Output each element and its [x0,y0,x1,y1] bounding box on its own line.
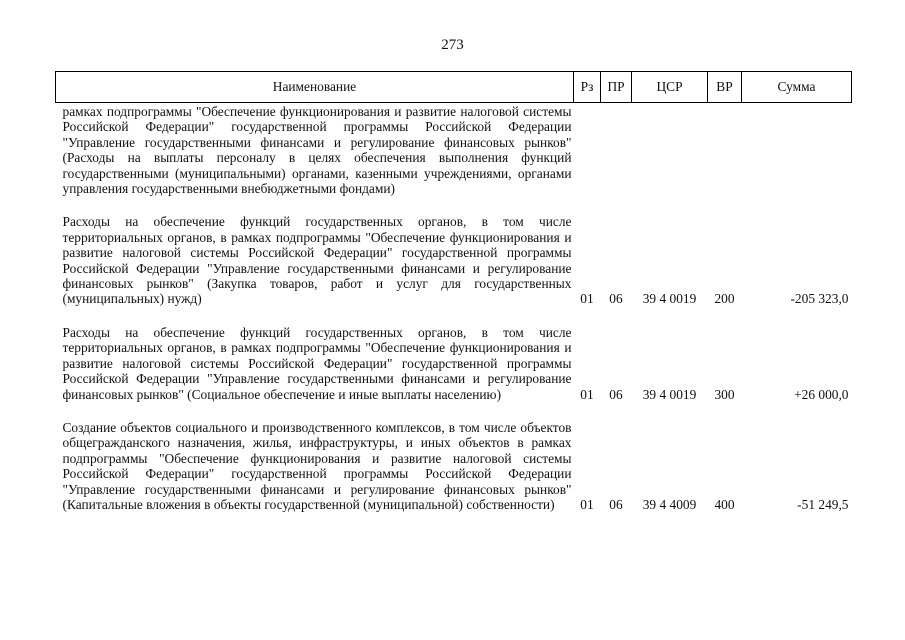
header-csr: ЦСР [632,72,708,103]
row-csr [632,103,708,197]
row-name: Создание объектов социального и производственного комплексов, в том числе объектов общегражданского назначения, жилья, инфраструктуры, и иных объектов в рамках подпрограммы "Обеспечение функционирования и развитие налоговой системы Российской Федерации" государственной программы Российской Федерации "Управление государственными финансами и регулирование финансовых рынков" (Капитальные вложения в объекты государственной (муниципальной) собственности) [62,419,572,512]
row-rz: 01 [580,496,594,512]
row-sum: -51 249,5 [797,496,849,512]
table-row [56,196,852,306]
row-sum: +26 000,0 [794,386,849,402]
header-sum: Сумма [742,72,852,103]
row-rz: 01 [580,291,594,307]
row-vr [708,103,742,197]
row-sum: -205 323,0 [790,291,849,307]
row-sum [742,103,852,197]
row-csr: 39 4 0019 [642,291,697,307]
header-rz: Рз [574,72,601,103]
budget-table [55,71,852,512]
row-pr: 06 [609,386,623,402]
row-name: Расходы на обеспечение функций государственных органов, в том числе территориальных органов, в рамках подпрограммы "Обеспечение функционирования и развитие налоговой системы Российской Федерации" государственной программы Российской Федерации "Управление государственными финансами и регулирование финансовых рынков" (Закупка товаров, работ и услуг для государственных (муниципальных) нужд) [62,214,572,307]
row-vr: 400 [714,496,735,512]
page-number: 273 [441,37,464,53]
row-pr: 06 [609,496,623,512]
row-csr: 39 4 4009 [642,496,697,512]
row-name: Расходы на обеспечение функций государственных органов, в том числе территориальных органов, в рамках подпрограммы "Обеспечение функционирования и развитие налоговой системы Российской Федерации" государственной программы Российской Федерации "Управление государственными финансами и регулирование финансовых рынков" (Социальное обеспечение и иные выплаты населению) [62,324,572,402]
header-name: Наименование [56,72,574,103]
table-header [56,72,852,103]
row-vr: 300 [714,386,735,402]
row-rz [574,103,601,197]
table-row [56,307,852,402]
row-pr [601,103,632,197]
table-row [56,402,852,512]
row-rz: 01 [580,386,594,402]
row-csr: 39 4 0019 [642,386,697,402]
row-name: рамках подпрограммы "Обеспечение функционирования и развитие налоговой системы Российской Федерации" государственной программы Российской Федерации "Управление государственными финансами и регулирование финансовых рынков" (Расходы на выплаты персоналу в целях обеспечения выполнения функций государственными (муниципальными) органами, казенными учреждениями, органами управления государственными внебюджетными фондами) [62,104,572,197]
row-pr: 06 [609,291,623,307]
table-row [56,103,852,197]
row-vr: 200 [714,291,735,307]
header-pr: ПР [601,72,632,103]
header-vr: ВР [708,72,742,103]
